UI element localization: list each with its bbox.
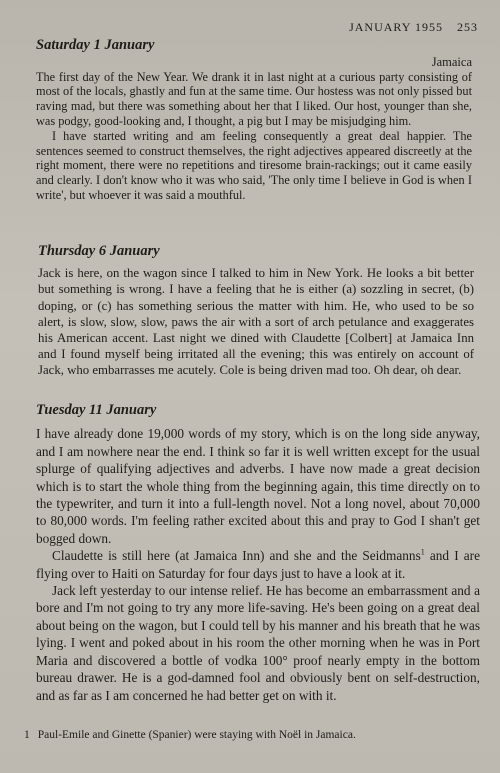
diary-entry-3 xyxy=(36,402,480,704)
entry-paragraph: I have started writing and am feeling consequently a great deal happier. The sentences seemed to construct themselves, the right adjectives appeared discreetly at the right moment, there were no repetitions and tiresome brain-rackings; out it came easily and clearly. I don't know who it was who said, 'The only time I believe in God is when I write', but whoever it was said a mouthful. xyxy=(36,128,472,202)
running-head xyxy=(349,20,478,35)
footnote-mark: 1 xyxy=(420,547,425,557)
diary-entry-2 xyxy=(38,243,474,379)
entry-paragraph: Jack left yesterday to our intense relief. He has become an embarrassment and a bore and I'm not going to try any more life-saving. He's been going on a great deal about being on the wagon, but I could tell by his manner and his breath that he was lying. I went and poked about in his room the other morning when he was in Port Maria and discovered a bottle of vodka 100° proof nearly empty in the bottom bureau drawer. He is a god-damned fool and obviously bent on self-destruction, and as far as I am concerned he had better get on with it. xyxy=(36,583,480,703)
diary-entry-1 xyxy=(36,38,472,203)
paragraph-text: Claudette is still here (at Jamaica Inn) and she and the Seidmanns xyxy=(52,548,421,564)
footnote xyxy=(24,728,484,742)
footnote-number: 1 xyxy=(24,729,30,741)
paragraph-text-continued: and I are flying over to Haiti on Saturday for four days just to have a look at it. xyxy=(36,548,480,581)
entry-paragraph: I have already done 19,000 words of my story, which is on the long side anyway, and I am nowhere near the end. I think so far it is well written except for the usual splurge of qualifying adjectives and adverbs. I have now made a great decision which is to start the whole thing from the beginning again, this time directly on to the typewriter, and turn it into a full-length novel. Not a long novel, about 70,000 to 80,000 words. I'm feeling rather excited about this and pray to God I shan't get bogged down. xyxy=(36,426,480,546)
entry-heading: Tuesday 11 January xyxy=(36,402,157,418)
page-number: 253 xyxy=(457,20,478,34)
entry-heading: Thursday 6 January xyxy=(38,243,160,259)
running-head-month: JANUARY 1955 xyxy=(349,20,443,34)
entry-paragraph: The first day of the New Year. We drank it in last night at a curious party consisting of most of the locals, ghastly and fun at the same time. Our hostess was not only pissed but raving mad, but there was something about her that I liked. Our host, younger than she, was podgy, good-looking and, I thought, a pig but I may be misjudging him. xyxy=(36,69,472,128)
entry-location: Jamaica xyxy=(431,54,472,69)
entry-paragraph: Jack is here, on the wagon since I talked to him in New York. He looks a bit better but something is wrong. I have a feeling that he is either (a) sozzling in secret, (b) doping, or (c) has something serious the matter with him. He, who used to be so alert, is slow, slow, slow, paws the air with a sort of arch petulance and exaggerates his American accent. Last night we dined with Claudette [Colbert] at Jamaica Inn and I found myself being irritated all the evening; this was entirely on account of Jack, who embarrasses me acutely. Cole is being driven mad too. Oh dear, oh dear. xyxy=(38,266,474,378)
entry-paragraph xyxy=(36,547,480,582)
entry-heading: Saturday 1 January xyxy=(36,37,155,53)
footnote-text: Paul-Emile and Ginette (Spanier) were staying with Noël in Jamaica. xyxy=(37,729,356,741)
